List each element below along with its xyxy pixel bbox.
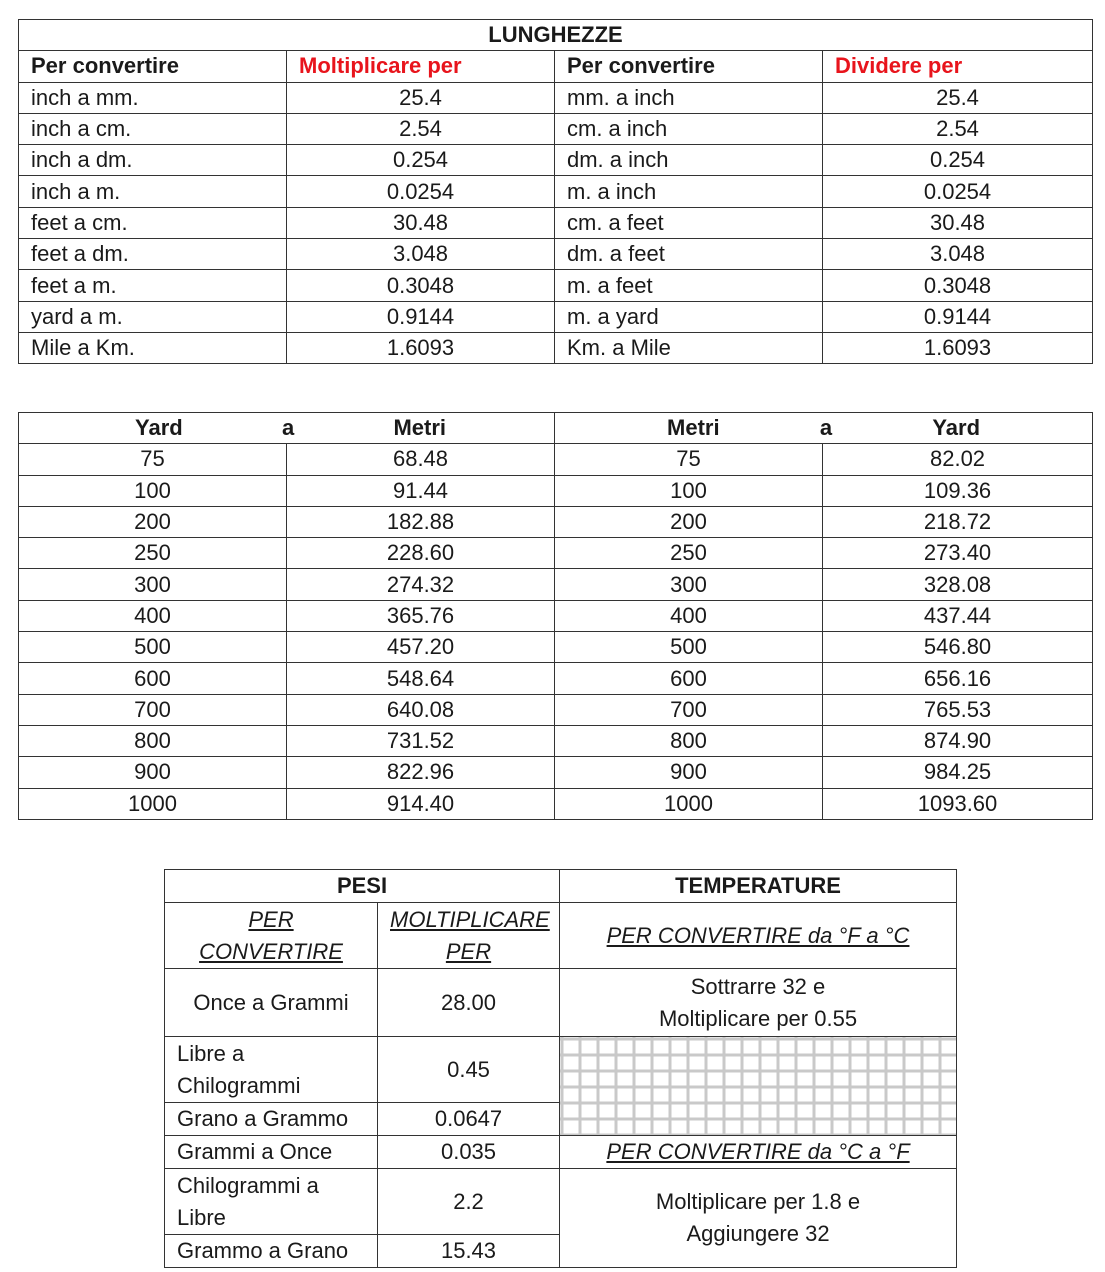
- table-row: [19, 301, 1093, 332]
- lunghezze-cell: inch a m.: [19, 176, 287, 207]
- lunghezze-cell: m. a yard: [555, 301, 823, 332]
- header-metri-right: Metri: [667, 415, 720, 441]
- lunghezze-cell: 1.6093: [287, 332, 555, 363]
- table-row: [19, 788, 1093, 819]
- pesi-row-1-name: Libre a Chilogrammi: [165, 1037, 378, 1103]
- pesi-temperature-table: [164, 869, 957, 1268]
- yard-metri-table: [18, 412, 1093, 820]
- header-per-convertire-2: Per convertire: [555, 51, 823, 82]
- lunghezze-cell: 0.254: [823, 145, 1093, 176]
- c-to-f-header: PER CONVERTIRE da °C a °F: [606, 1139, 910, 1164]
- header-dividere-per: Dividere per: [823, 51, 1093, 82]
- yard-metri-cell: 984.25: [823, 757, 1093, 788]
- lunghezze-cell: 2.54: [823, 113, 1093, 144]
- yard-metri-header-row: [19, 413, 1093, 444]
- yard-metri-cell: 640.08: [287, 694, 555, 725]
- yard-metri-cell: 68.48: [287, 444, 555, 475]
- pesi-row-4-name: Chilogrammi a Libre: [165, 1169, 378, 1235]
- lunghezze-cell: 3.048: [823, 239, 1093, 270]
- pesi-row-3-value: 0.035: [378, 1136, 560, 1169]
- lunghezze-cell: 30.48: [287, 207, 555, 238]
- lunghezze-cell: 0.9144: [823, 301, 1093, 332]
- yard-metri-cell: 600: [555, 663, 823, 694]
- yard-metri-cell: 1000: [19, 788, 287, 819]
- yard-metri-cell: 1093.60: [823, 788, 1093, 819]
- pesi-row-4-value: 2.2: [378, 1169, 560, 1235]
- yard-metri-cell: 300: [19, 569, 287, 600]
- yard-metri-cell: 437.44: [823, 600, 1093, 631]
- pesi-row-3-name: Grammi a Once: [165, 1136, 378, 1169]
- yard-metri-cell: 400: [555, 600, 823, 631]
- header-per-convertire: Per convertire: [19, 51, 287, 82]
- table-row: [19, 694, 1093, 725]
- table-row: [19, 176, 1093, 207]
- lunghezze-cell: 0.0254: [287, 176, 555, 207]
- lunghezze-cell: 0.3048: [823, 270, 1093, 301]
- yard-metri-cell: 600: [19, 663, 287, 694]
- yard-metri-cell: 300: [555, 569, 823, 600]
- pesi-row-1-value: 0.45: [378, 1037, 560, 1103]
- f-to-c-header: PER CONVERTIRE da °F a °C: [606, 922, 910, 948]
- lunghezze-cell: m. a inch: [555, 176, 823, 207]
- lunghezze-cell: 0.3048: [287, 270, 555, 301]
- yard-metri-cell: 250: [19, 538, 287, 569]
- header-moltiplicare-per: Moltiplicare per: [287, 51, 555, 82]
- pesi-row-5-name: Grammo a Grano: [165, 1235, 378, 1268]
- table-row: [19, 332, 1093, 363]
- lunghezze-cell: 0.0254: [823, 176, 1093, 207]
- header-yard-left: Yard: [135, 415, 183, 441]
- yard-metri-cell: 182.88: [287, 506, 555, 537]
- yard-metri-cell: 500: [19, 632, 287, 663]
- lunghezze-cell: yard a m.: [19, 301, 287, 332]
- yard-metri-cell: 100: [555, 475, 823, 506]
- yard-metri-cell: 200: [19, 506, 287, 537]
- yard-metri-cell: 700: [555, 694, 823, 725]
- lunghezze-cell: 25.4: [287, 82, 555, 113]
- c-to-f-line1: Moltiplicare per 1.8 e: [655, 1189, 861, 1214]
- yard-metri-cell: 914.40: [287, 788, 555, 819]
- table-row: [19, 663, 1093, 694]
- yard-metri-cell: 900: [555, 757, 823, 788]
- lunghezze-cell: dm. a feet: [555, 239, 823, 270]
- header-a-left: a: [281, 415, 295, 441]
- header-metri-left: Metri: [393, 415, 447, 441]
- table-row: [19, 270, 1093, 301]
- c-to-f-line2: Aggiungere 32: [686, 1221, 830, 1246]
- f-to-c-line1: Sottrarre 32 e: [690, 973, 826, 999]
- yard-metri-cell: 109.36: [823, 475, 1093, 506]
- lunghezze-cell: 3.048: [287, 239, 555, 270]
- table-row: [19, 444, 1093, 475]
- yard-metri-cell: 800: [555, 725, 823, 756]
- yard-metri-cell: 765.53: [823, 694, 1093, 725]
- lunghezze-cell: feet a dm.: [19, 239, 287, 270]
- yard-metri-cell: 800: [19, 725, 287, 756]
- lunghezze-cell: cm. a feet: [555, 207, 823, 238]
- lunghezze-cell: Mile a Km.: [19, 332, 287, 363]
- pesi-col1-header: PER CONVERTIRE: [199, 906, 343, 964]
- yard-metri-cell: 218.72: [823, 506, 1093, 537]
- lunghezze-table: [18, 19, 1093, 364]
- yard-metri-cell: 100: [19, 475, 287, 506]
- lunghezze-title: LUNGHEZZE: [19, 20, 1093, 51]
- table-row: [19, 569, 1093, 600]
- table-row: [19, 239, 1093, 270]
- yard-metri-cell: 457.20: [287, 632, 555, 663]
- lunghezze-cell: cm. a inch: [555, 113, 823, 144]
- pesi-row-2-name: Grano a Grammo: [165, 1103, 378, 1136]
- lunghezze-cell: 0.254: [287, 145, 555, 176]
- pesi-col2-header: MOLTIPLICARE PER: [390, 906, 550, 964]
- lunghezze-cell: 2.54: [287, 113, 555, 144]
- yard-metri-cell: 656.16: [823, 663, 1093, 694]
- table-row: [19, 145, 1093, 176]
- temperature-title: TEMPERATURE: [560, 870, 957, 903]
- lunghezze-cell: feet a m.: [19, 270, 287, 301]
- lunghezze-header-row: [19, 51, 1093, 82]
- yard-metri-cell: 731.52: [287, 725, 555, 756]
- table-row: [19, 506, 1093, 537]
- lunghezze-cell: 30.48: [823, 207, 1093, 238]
- table-row: [19, 632, 1093, 663]
- c-to-f-instructions: [560, 1169, 957, 1268]
- table-row: [19, 757, 1093, 788]
- lunghezze-cell: inch a dm.: [19, 145, 287, 176]
- pesi-row-0-value: 28.00: [378, 969, 560, 1037]
- yard-metri-cell: 900: [19, 757, 287, 788]
- yard-metri-cell: 1000: [555, 788, 823, 819]
- yard-metri-cell: 228.60: [287, 538, 555, 569]
- yard-metri-cell: 75: [19, 444, 287, 475]
- lunghezze-cell: inch a mm.: [19, 82, 287, 113]
- yard-metri-cell: 365.76: [287, 600, 555, 631]
- yard-metri-cell: 200: [555, 506, 823, 537]
- table-row: [19, 207, 1093, 238]
- yard-metri-cell: 700: [19, 694, 287, 725]
- yard-metri-cell: 82.02: [823, 444, 1093, 475]
- yard-metri-cell: 274.32: [287, 569, 555, 600]
- grid-pattern: [560, 1037, 957, 1136]
- f-to-c-line2: Moltiplicare per 0.55: [658, 1005, 858, 1031]
- yard-metri-cell: 273.40: [823, 538, 1093, 569]
- yard-metri-cell: 328.08: [823, 569, 1093, 600]
- yard-metri-cell: 548.64: [287, 663, 555, 694]
- yard-metri-cell: 91.44: [287, 475, 555, 506]
- lunghezze-cell: feet a cm.: [19, 207, 287, 238]
- pesi-row-5-value: 15.43: [378, 1235, 560, 1268]
- f-to-c-instructions: [560, 969, 957, 1037]
- header-a-right: a: [819, 415, 833, 441]
- lunghezze-cell: 1.6093: [823, 332, 1093, 363]
- yard-metri-cell: 250: [555, 538, 823, 569]
- header-yard-right: Yard: [932, 415, 981, 441]
- table-row: [19, 475, 1093, 506]
- pesi-row-2-value: 0.0647: [378, 1103, 560, 1136]
- yard-metri-cell: 822.96: [287, 757, 555, 788]
- pesi-row-0-name: Once a Grammi: [165, 969, 378, 1037]
- table-row: [19, 82, 1093, 113]
- lunghezze-cell: dm. a inch: [555, 145, 823, 176]
- table-row: [19, 113, 1093, 144]
- yard-metri-cell: 400: [19, 600, 287, 631]
- yard-metri-cell: 75: [555, 444, 823, 475]
- pesi-title: PESI: [165, 870, 560, 903]
- lunghezze-cell: 0.9144: [287, 301, 555, 332]
- lunghezze-cell: m. a feet: [555, 270, 823, 301]
- table-row: [19, 600, 1093, 631]
- yard-metri-cell: 546.80: [823, 632, 1093, 663]
- yard-metri-cell: 874.90: [823, 725, 1093, 756]
- lunghezze-cell: Km. a Mile: [555, 332, 823, 363]
- table-row: [19, 538, 1093, 569]
- lunghezze-cell: 25.4: [823, 82, 1093, 113]
- lunghezze-cell: inch a cm.: [19, 113, 287, 144]
- yard-metri-cell: 500: [555, 632, 823, 663]
- table-row: [19, 725, 1093, 756]
- lunghezze-cell: mm. a inch: [555, 82, 823, 113]
